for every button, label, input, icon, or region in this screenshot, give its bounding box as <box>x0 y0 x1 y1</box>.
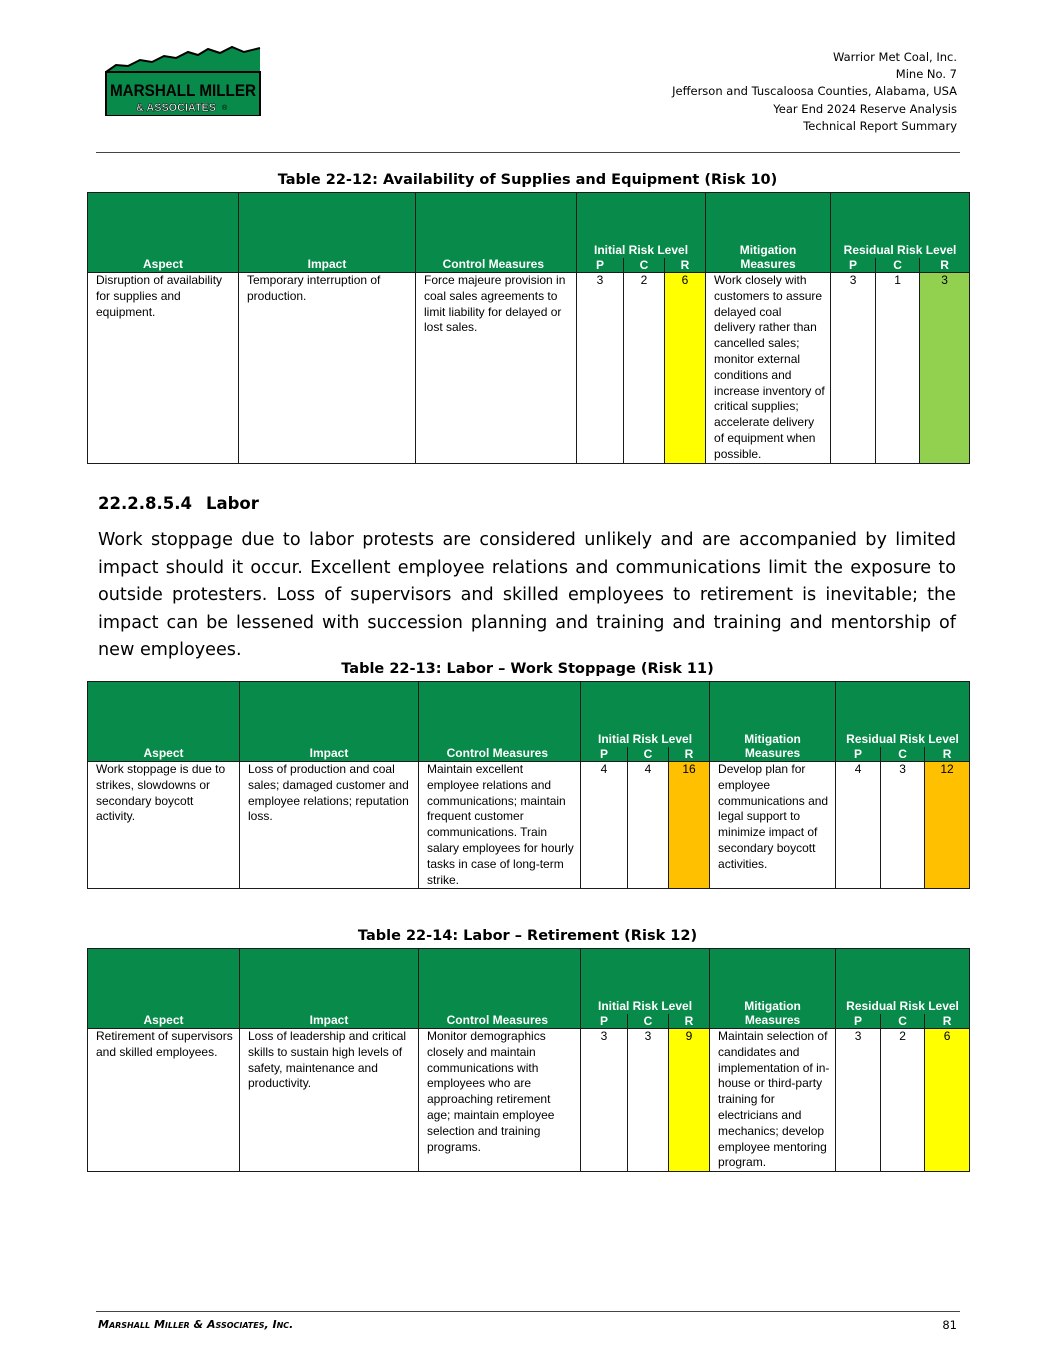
col-aspect: Aspect <box>88 682 240 762</box>
cell-mitigation: Work closely with customers to assure delayed coal delivery rather than cancelled sales; monitor external conditions and increase inventory of critical supplies; accelerate delivery of equipment when possible. <box>706 273 831 464</box>
header-location: Jefferson and Tuscaloosa Counties, Alabama, USA <box>672 84 957 99</box>
cell-initial-r: 16 <box>669 762 710 889</box>
col-residual-r: R <box>925 1014 970 1029</box>
header-divider <box>96 152 960 153</box>
table-row <box>88 273 970 464</box>
col-residual-p: P <box>831 258 876 273</box>
cell-initial-p: 3 <box>577 273 624 464</box>
col-control-measures: Control Measures <box>416 193 577 273</box>
header-report: Year End 2024 Reserve Analysis <box>773 101 957 116</box>
table-caption: Table 22-12: Availability of Supplies and Equipment (Risk 10) <box>277 172 778 188</box>
col-initial-r: R <box>669 1014 710 1029</box>
svg-text:& ASSOCIATES: & ASSOCIATES <box>136 102 216 114</box>
col-aspect: Aspect <box>88 949 240 1029</box>
col-residual-risk: Residual Risk Level <box>831 193 970 259</box>
col-residual-p: P <box>836 1014 881 1029</box>
cell-control: Force majeure provision in coal sales agreements to limit liability for delayed or lost sales. <box>416 273 577 464</box>
col-residual-risk: Residual Risk Level <box>836 949 970 1015</box>
cell-residual-p: 3 <box>831 273 876 464</box>
marshall-miller-logo-icon <box>104 44 262 116</box>
col-initial-c: C <box>628 747 669 762</box>
header-company: Warrior Met Coal, Inc. <box>833 50 957 64</box>
table-row <box>88 1029 970 1172</box>
section-number: 22.2.8.5.4 <box>98 494 192 513</box>
col-control-measures: Control Measures <box>419 949 581 1029</box>
cell-residual-p: 4 <box>836 762 881 889</box>
cell-residual-r: 12 <box>925 762 970 889</box>
col-residual-risk: Residual Risk Level <box>836 682 970 748</box>
cell-initial-p: 4 <box>581 762 628 889</box>
col-mitigation: Mitigation Measures <box>710 949 836 1029</box>
col-initial-risk: Initial Risk Level <box>581 682 710 748</box>
table-caption: Table 22-14: Labor – Retirement (Risk 12) <box>357 928 698 944</box>
page-number: 81 <box>942 1318 957 1332</box>
col-impact: Impact <box>240 682 419 762</box>
cell-residual-r: 6 <box>925 1029 970 1172</box>
col-residual-r: R <box>920 258 970 273</box>
col-residual-p: P <box>836 747 881 762</box>
cell-aspect: Retirement of supervisors and skilled employees. <box>88 1029 240 1172</box>
header-mine: Mine No. 7 <box>895 67 957 82</box>
col-residual-c: C <box>881 747 925 762</box>
cell-residual-c: 3 <box>881 762 925 889</box>
cell-aspect: Disruption of availability for supplies and equipment. <box>88 273 239 464</box>
col-initial-p: P <box>581 1014 628 1029</box>
document-header <box>672 49 957 135</box>
cell-impact: Loss of production and coal sales; damaged customer and employee relations; reputation loss. <box>240 762 419 889</box>
cell-impact: Loss of leadership and critical skills to sustain high levels of safety, maintenance and productivity. <box>240 1029 419 1172</box>
col-initial-r: R <box>669 747 710 762</box>
cell-aspect: Work stoppage is due to strikes, slowdowns or secondary boycott activity. <box>88 762 240 889</box>
col-residual-r: R <box>925 747 970 762</box>
table-row <box>88 762 970 889</box>
svg-text:MARSHALL MILLER: MARSHALL MILLER <box>110 81 256 100</box>
col-initial-p: P <box>577 258 624 273</box>
col-initial-c: C <box>628 1014 669 1029</box>
col-initial-r: R <box>665 258 706 273</box>
col-initial-risk: Initial Risk Level <box>577 193 706 259</box>
col-mitigation: Mitigation Measures <box>710 682 836 762</box>
col-initial-c: C <box>624 258 665 273</box>
col-impact: Impact <box>239 193 416 273</box>
col-initial-risk: Initial Risk Level <box>581 949 710 1015</box>
cell-initial-r: 6 <box>665 273 706 464</box>
col-aspect: Aspect <box>88 193 239 273</box>
header-summary: Technical Report Summary <box>803 118 957 133</box>
cell-mitigation: Develop plan for employee communications and legal support to minimize impact of secondary boycott activities. <box>710 762 836 889</box>
cell-initial-c: 4 <box>628 762 669 889</box>
col-control-measures: Control Measures <box>419 682 581 762</box>
cell-initial-p: 3 <box>581 1029 628 1172</box>
table-caption: Table 22-13: Labor – Work Stoppage (Risk 11) <box>341 661 714 677</box>
footer-divider <box>96 1311 960 1312</box>
company-logo <box>104 44 262 116</box>
cell-impact: Temporary interruption of production. <box>239 273 416 464</box>
cell-control: Monitor demographics closely and maintain communications with employees who are approaching retirement age; maintain employee selection and training programs. <box>419 1029 581 1172</box>
cell-mitigation: Maintain selection of candidates and implementation of in-house or third-party training for electricians and mechanics; develop employee mentoring program. <box>710 1029 836 1172</box>
svg-text:®: ® <box>222 105 228 112</box>
col-mitigation: Mitigation Measures <box>706 193 831 273</box>
cell-initial-c: 2 <box>624 273 665 464</box>
cell-residual-r: 3 <box>920 273 970 464</box>
cell-initial-r: 9 <box>669 1029 710 1172</box>
col-residual-c: C <box>876 258 920 273</box>
risk-table-retirement <box>87 948 970 1172</box>
section-title: Labor <box>205 494 259 513</box>
cell-control: Maintain excellent employee relations and communications; maintain frequent customer communications. Train salary employees for hourly tasks in case of long-term strike. <box>419 762 581 889</box>
cell-initial-c: 3 <box>628 1029 669 1172</box>
cell-residual-c: 2 <box>881 1029 925 1172</box>
col-initial-p: P <box>581 747 628 762</box>
cell-residual-p: 3 <box>836 1029 881 1172</box>
risk-table-supplies <box>87 192 970 464</box>
col-residual-c: C <box>881 1014 925 1029</box>
section-paragraph: Work stoppage due to labor protests are considered unlikely and are accompanied by limited impact should it occur. Excellent employee relations and communications limit the exposure to outside protesters. Loss of supervisors and skilled employees to retirement is inevitable; the impact can be lessened with succession planning and training and training and mentorship of new employees. <box>98 530 956 660</box>
footer-company: Marshall Miller & Associates, Inc. <box>98 1318 294 1331</box>
col-impact: Impact <box>240 949 419 1029</box>
cell-residual-c: 1 <box>876 273 920 464</box>
section-heading <box>98 494 259 513</box>
risk-table-work-stoppage <box>87 681 970 889</box>
